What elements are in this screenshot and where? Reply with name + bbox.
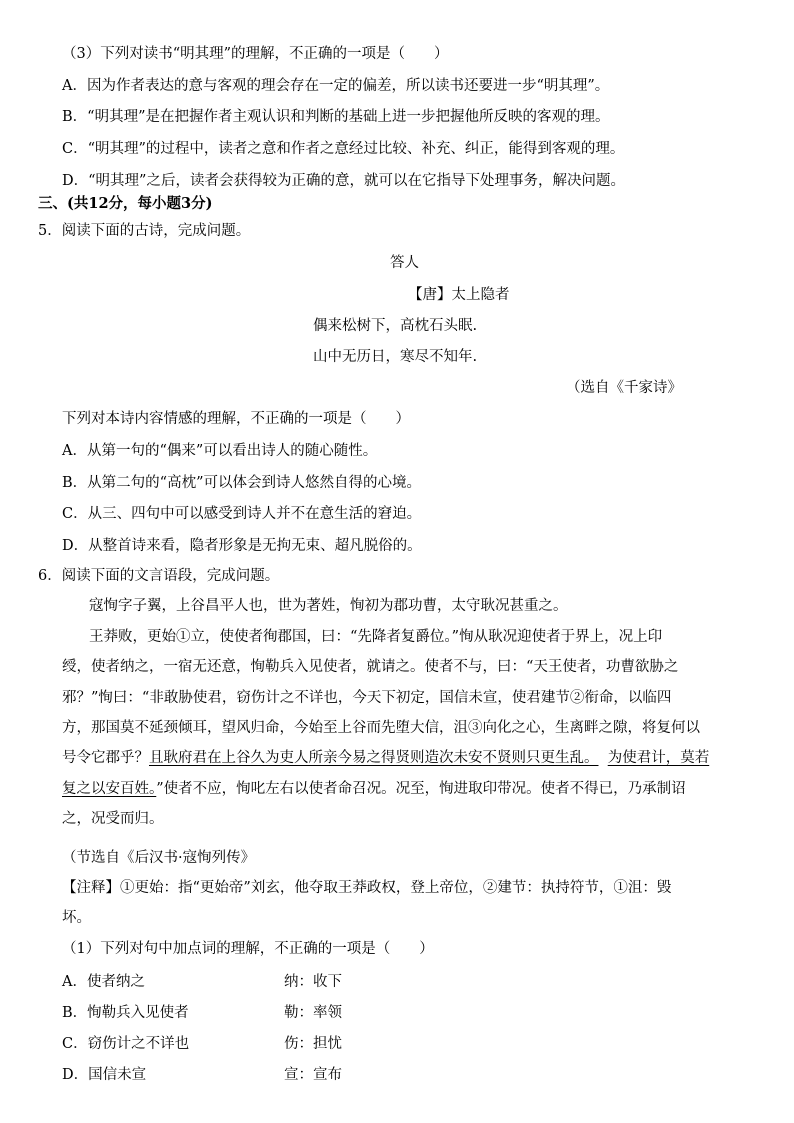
question-6-1-item-c-gloss: 伤：担忧 <box>284 1036 342 1052</box>
question-5-option-d: D．从整首诗来看，隐者形象是无拘无束、超凡脱俗的。 <box>62 538 422 554</box>
passage-line-3: 绶，使者纳之，一宿无还意，恂勒兵入见使者，就请之。使者不与，曰：“天王使者，功曹欲胁之 <box>62 659 679 675</box>
question-6-1-item-b-gloss: 勒：率领 <box>284 1005 342 1021</box>
question-4-3-option-d: D．“明其理”之后，读者会获得较为正确的意，就可以在它指导下处理事务，解决问题。 <box>62 173 625 189</box>
poem-title: 答人 <box>390 255 419 271</box>
passage-notes-line-2: 坏。 <box>62 910 91 926</box>
poem-author: 【唐】太上隐者 <box>408 287 510 303</box>
question-5-intro: 5．阅读下面的古诗，完成问题。 <box>38 223 251 239</box>
poem-line-2: 山中无历日，寒尽不知年. <box>313 349 478 365</box>
passage-line-5: 方，那国莫不延颈倾耳，望风归命，今始至上谷而先堕大信，沮③向化之心，生离畔之隙，将复何以 <box>62 720 700 736</box>
passage-line-6 <box>62 748 709 768</box>
question-5-option-a: A．从第一句的“偶来”可以看出诗人的随心随性。 <box>62 443 378 459</box>
question-6-1-item-c: C．窃伤计之不详也 <box>62 1036 190 1052</box>
question-5-option-b: B．从第二句的“高枕”可以体会到诗人悠然自得的心境。 <box>62 475 421 491</box>
question-6-1-item-b: B．恂勒兵入见使者 <box>62 1005 189 1021</box>
passage-line-4: 邪？”恂曰：“非敢胁使君，窃伤计之不详也，今天下初定，国信未宣，使君建节②衔命，以临四 <box>62 690 672 706</box>
question-4-3-option-c: C．“明其理”的过程中，读者之意和作者之意经过比较、补充、纠正，能得到客观的理。 <box>62 141 625 157</box>
question-6-1-item-d: D．国信未宣 <box>62 1067 147 1083</box>
question-4-3-option-b: B．“明其理”是在把握作者主观认识和判断的基础上进一步把握他所反映的客观的理。 <box>62 109 610 125</box>
question-5-stem: 下列对本诗内容情感的理解，不正确的一项是（ ） <box>62 411 410 427</box>
question-5-option-c: C．从三、四句中可以感受到诗人并不在意生活的窘迫。 <box>62 506 422 522</box>
underlined-sentence-2-part-2: 复之以安百姓。 <box>62 781 157 797</box>
question-6-intro: 6．阅读下面的文言语段，完成问题。 <box>38 568 280 584</box>
passage-text: 号令它郡乎？ <box>62 750 149 766</box>
passage-line-2: 王莽败，更始①立，使使者徇郡国，曰：“先降者复爵位。”恂从耿况迎使者于界上，况上印 <box>89 629 663 645</box>
underlined-sentence-1: 且耿府君在上谷久为吏人所亲今易之得贤则造次未安不贤则只更生乱。 <box>149 750 599 766</box>
underlined-sentence-2-part-1: 为使君计，莫若 <box>607 750 710 766</box>
passage-source: （节选自《后汉书·寇恂列传》 <box>62 850 256 866</box>
question-6-1-item-a: A．使者纳之 <box>62 974 145 990</box>
passage-line-1: 寇恂字子翼，上谷昌平人也，世为著姓，恂初为郡功曹，太守耿况甚重之。 <box>89 598 568 614</box>
passage-line-8: 之，况受而归。 <box>62 811 164 827</box>
question-4-3-option-a: A．因为作者表达的意与客观的理会存在一定的偏差，所以读书还要进一步“明其理”。 <box>62 78 610 94</box>
question-6-1-item-a-gloss: 纳：收下 <box>284 974 342 990</box>
section-3-heading: 三、(共12分，每小题3分) <box>38 195 213 212</box>
question-6-1-item-d-gloss: 宣：宣布 <box>284 1067 342 1083</box>
passage-notes-line-1: 【注释】①更始：指“更始帝”刘玄，他夺取王莽政权，登上帝位，②建节：执持符节，①沮：毁 <box>62 880 672 896</box>
passage-line-7 <box>62 779 686 799</box>
question-6-1-stem: （1）下列对句中加点词的理解，不正确的一项是（ ） <box>62 941 434 957</box>
passage-gap <box>599 750 608 766</box>
question-4-3-stem: （3）下列对读书“明其理”的理解，不正确的一项是（ ） <box>62 46 449 62</box>
poem-source: （选自《千家诗》 <box>566 380 682 396</box>
passage-text: ”使者不应，恂叱左右以使者命召况。况至，恂进取印带况。使者不得已，乃承制诏 <box>156 781 686 797</box>
poem-line-1: 偶来松树下，高枕石头眠. <box>313 318 478 334</box>
